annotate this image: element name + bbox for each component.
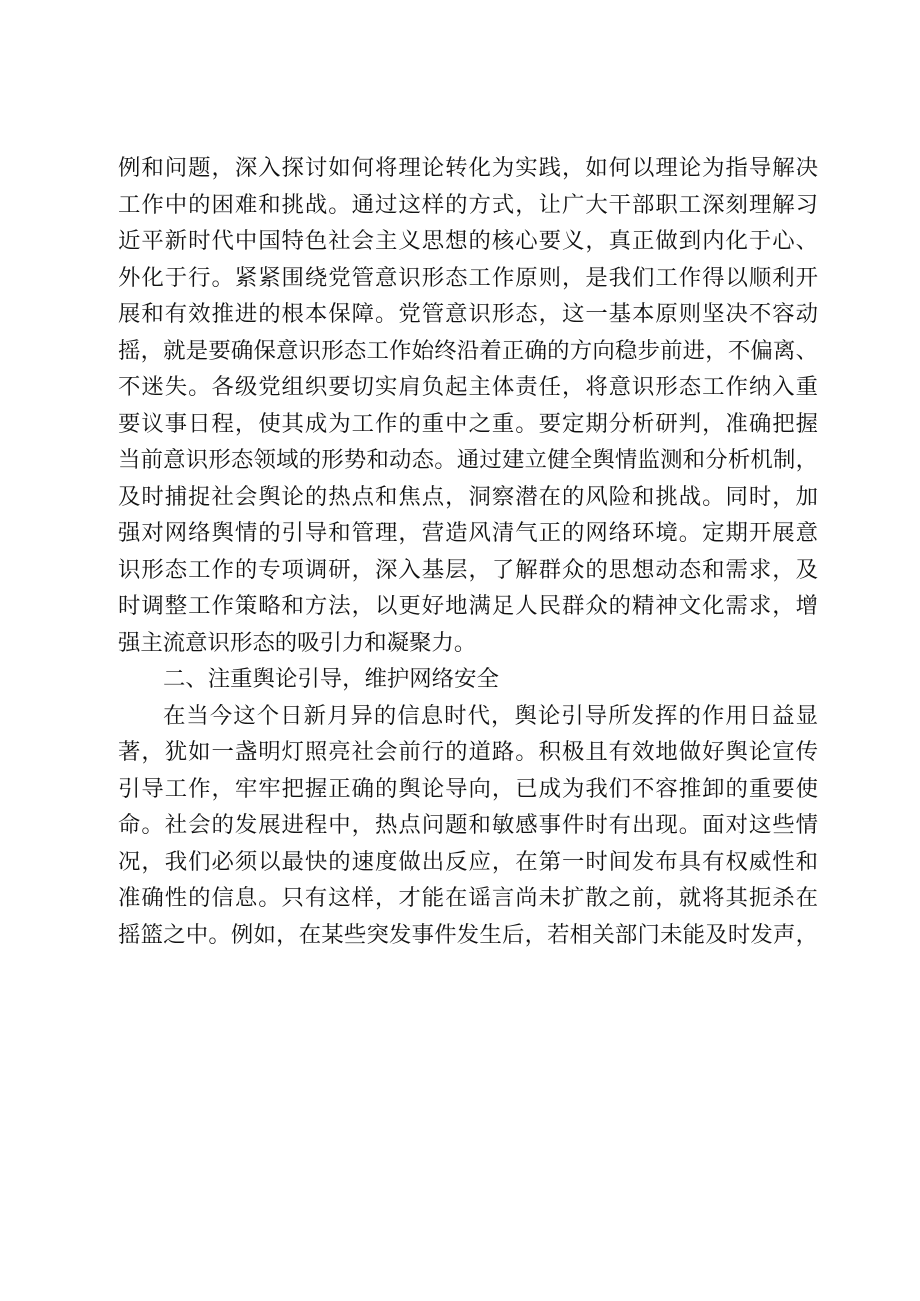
text-line: 强对网络舆情的引导和管理，营造风清气正的网络环境。定期开展意: [118, 520, 818, 546]
text-line: 当前意识形态领域的形势和动态。通过建立健全舆情监测和分析机制，: [118, 447, 818, 473]
text-line: 工作中的困难和挑战。通过这样的方式，让广大干部职工深刻理解习: [118, 191, 818, 218]
section-heading: 二、注重舆论引导，维护网络安全: [163, 666, 499, 692]
text-line: 强主流意识形态的吸引力和凝聚力。: [118, 629, 477, 656]
text-line: 近平新时代中国特色社会主义思想的核心要义，真正做到内化于心、: [118, 228, 818, 254]
text-line: 引导工作，牢牢把握正确的舆论导向，已成为我们不容推卸的重要使: [118, 775, 818, 802]
text-line: 著，犹如一盏明灯照亮社会前行的道路。积极且有效地做好舆论宣传: [118, 739, 818, 765]
text-line: 例和问题，深入探讨如何将理论转化为实践，如何以理论为指导解决: [118, 155, 818, 181]
text-line: 摇篮之中。例如，在某些突发事件发生后，若相关部门未能及时发声，: [118, 921, 818, 948]
text-line: 展和有效推进的根本保障。党管意识形态，这一基本原则坚决不容动: [118, 301, 818, 327]
text-line: 命。社会的发展进程中，热点问题和敏感事件时有出现。面对这些情: [118, 812, 818, 838]
text-line: 摇，就是要确保意识形态工作始终沿着正确的方向稳步前进，不偏离、: [118, 337, 818, 364]
text-line: 时调整工作策略和方法，以更好地满足人民群众的精神文化需求，增: [118, 593, 818, 619]
text-line: 外化于行。紧紧围绕党管意识形态工作原则，是我们工作得以顺利开: [118, 264, 818, 291]
text-line: 及时捕捉社会舆论的热点和焦点，洞察潜在的风险和挑战。同时，加: [118, 483, 818, 510]
text-line: 不迷失。各级党组织要切实肩负起主体责任，将意识形态工作纳入重: [118, 374, 818, 400]
text-line: 识形态工作的专项调研，深入基层，了解群众的思想动态和需求，及: [118, 556, 818, 583]
text-line: 要议事日程，使其成为工作的重中之重。要定期分析研判，准确把握: [118, 410, 818, 437]
body-text: [118, 150, 818, 953]
text-line: 况，我们必须以最快的速度做出反应，在第一时间发布具有权威性和: [118, 848, 818, 875]
text-line: 准确性的信息。只有这样，才能在谣言尚未扩散之前，就将其扼杀在: [118, 885, 818, 911]
paragraph-first-line: 在当今这个日新月异的信息时代，舆论引导所发挥的作用日益显: [163, 702, 818, 729]
